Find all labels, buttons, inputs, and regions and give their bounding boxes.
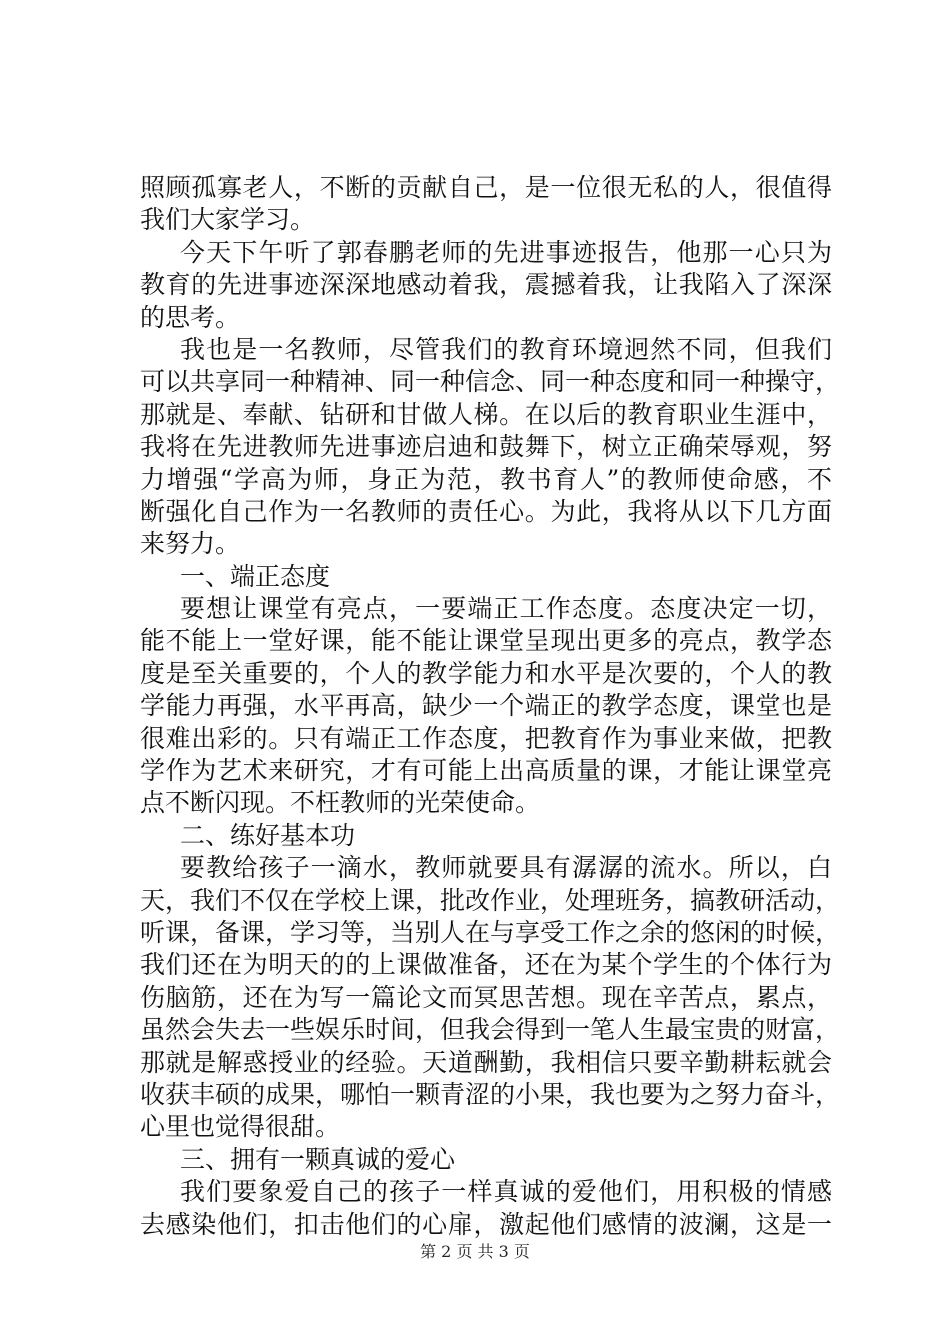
text-line: 点不断闪现。不枉教师的光荣使命。 <box>140 788 541 818</box>
text-line: 那就是解惑授业的经验。天道酬勤，我相信只要辛勤耕耘就会 <box>140 1047 832 1077</box>
text-line: 教育的先进事迹深深地感动着我，震撼着我，让我陷入了深深 <box>140 270 832 300</box>
text-line: 的思考。 <box>140 302 241 332</box>
text-line: 要想让课堂有亮点，一要端正工作态度。态度决定一切， <box>180 594 832 624</box>
text-line: 三、拥有一颗真诚的爱心 <box>180 1144 456 1174</box>
text-line: 去感染他们，扣击他们的心扉，激起他们感情的波澜，这是一 <box>140 1209 832 1239</box>
text-line: 心里也觉得很甜。 <box>140 1112 341 1142</box>
text-line: 很难出彩的。只有端正工作态度，把教育作为事业来做，把教 <box>140 723 832 753</box>
text-line: 伤脑筋，还在为写一篇论文而冥思苦想。现在辛苦点，累点， <box>140 982 832 1012</box>
text-line: 一、端正态度 <box>180 561 331 591</box>
text-line: 我们要象爱自己的孩子一样真诚的爱他们，用积极的情感 <box>180 1177 832 1207</box>
text-line: 那就是、奉献、钻研和甘做人梯。在以后的教育职业生涯中， <box>140 399 832 429</box>
text-line: 学能力再强，水平再高，缺少一个端正的教学态度，课堂也是 <box>140 691 832 721</box>
text-line: 度是至关重要的，个人的教学能力和水平是次要的，个人的教 <box>140 658 832 688</box>
text-line: 收获丰硕的成果，哪怕一颗青涩的小果，我也要为之努力奋斗， <box>140 1079 841 1109</box>
text-line: 我们大家学习。 <box>140 205 316 235</box>
text-line: 天，我们不仅在学校上课，批改作业，处理班务，搞教研活动， <box>140 885 841 915</box>
text-line: 来努力。 <box>140 529 241 559</box>
text-line: 能不能上一堂好课，能不能让课堂呈现出更多的亮点，教学态 <box>140 626 832 656</box>
text-line: 要教给孩子一滴水，教师就要具有潺潺的流水。所以，白 <box>180 853 832 883</box>
text-line: 二、练好基本功 <box>180 820 356 850</box>
text-line: 力增强“学高为师，身正为范，教书育人”的教师使命感，不 <box>140 464 832 494</box>
text-line: 虽然会失去一些娱乐时间，但我会得到一笔人生最宝贵的财富， <box>140 1015 841 1045</box>
text-line: 学作为艺术来研究，才有可能上出高质量的课，才能让课堂亮 <box>140 756 832 786</box>
text-line: 可以共享同一种精神、同一种信念、同一种态度和同一种操守， <box>140 367 841 397</box>
text-line: 断强化自己作为一名教师的责任心。为此，我将从以下几方面 <box>140 496 832 526</box>
text-line: 我将在先进教师先进事迹启迪和鼓舞下，树立正确荣辱观，努 <box>140 432 832 462</box>
text-line: 照顾孤寡老人，不断的贡献自己，是一位很无私的人，很值得 <box>140 173 832 202</box>
text-line: 我们还在为明天的的上课做准备，还在为某个学生的个体行为 <box>140 950 832 980</box>
document-body <box>140 172 841 1241</box>
page-footer: 第 2 页 共 3 页 <box>420 1242 530 1261</box>
text-line: 今天下午听了郭春鹏老师的先进事迹报告，他那一心只为 <box>180 237 832 267</box>
text-line: 听课，备课，学习等，当别人在与享受工作之余的悠闲的时候， <box>140 917 841 947</box>
text-line: 我也是一名教师，尽管我们的教育环境迥然不同，但我们 <box>180 334 832 364</box>
